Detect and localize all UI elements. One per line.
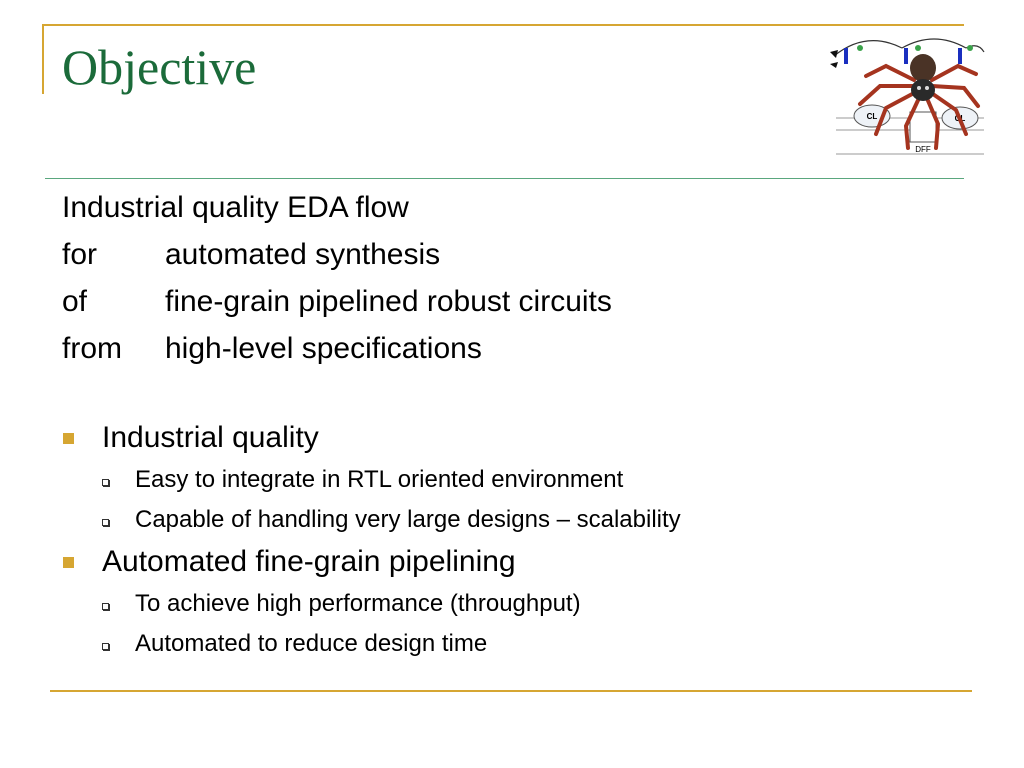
sub-bullet-text: Capable of handling very large designs – scalability	[135, 506, 681, 533]
intro-line	[62, 184, 612, 231]
sub-bullet-item	[62, 584, 681, 624]
register-bar	[844, 48, 848, 64]
cl-label-left: CL	[866, 112, 878, 121]
sub-bullet-text: Easy to integrate in RTL oriented environment	[135, 466, 624, 493]
top-border-line	[42, 24, 964, 26]
flow-arc	[902, 39, 966, 48]
intro-line	[62, 231, 612, 278]
left-border-line	[42, 24, 44, 94]
intro-text: high-level specifications	[165, 332, 482, 365]
hollow-square-bullet-icon	[102, 479, 109, 486]
intro-text: fine-grain pipelined robust circuits	[165, 285, 612, 318]
intro-text: automated synthesis	[165, 238, 441, 271]
title-divider	[45, 178, 964, 179]
hollow-square-bullet-icon	[102, 603, 109, 610]
sub-bullet-item	[62, 624, 681, 664]
slide-title: Objective	[62, 39, 257, 95]
cl-label-right: CL	[954, 114, 966, 123]
intro-text: Industrial quality EDA flow	[62, 191, 409, 224]
intro-keyword: for	[62, 238, 98, 271]
sub-bullet-text: Automated to reduce design time	[135, 630, 488, 657]
hollow-square-bullet-icon	[102, 643, 109, 650]
intro-keyword: of	[62, 285, 88, 318]
dff-label: DFF	[915, 145, 931, 154]
square-bullet-icon	[63, 433, 74, 444]
bullet-item	[62, 416, 681, 460]
intro-keyword: from	[62, 332, 122, 365]
bullet-item	[62, 540, 681, 584]
sub-bullet-item	[62, 500, 681, 540]
sub-bullet-text: To achieve high performance (throughput)	[135, 590, 581, 617]
spider-pipeline-illustration	[826, 30, 986, 160]
bottom-divider	[50, 690, 972, 692]
bullet-list	[62, 416, 681, 664]
intro-block	[62, 184, 612, 372]
bullet-text: Automated fine-grain pipelining	[102, 545, 516, 578]
square-bullet-icon	[63, 557, 74, 568]
register-bar	[904, 48, 908, 64]
dff-box	[910, 112, 936, 142]
intro-line	[62, 278, 612, 325]
hollow-square-bullet-icon	[102, 519, 109, 526]
bullet-text: Industrial quality	[102, 421, 319, 454]
register-bar	[958, 48, 962, 64]
sub-bullet-item	[62, 460, 681, 500]
intro-line	[62, 325, 612, 372]
